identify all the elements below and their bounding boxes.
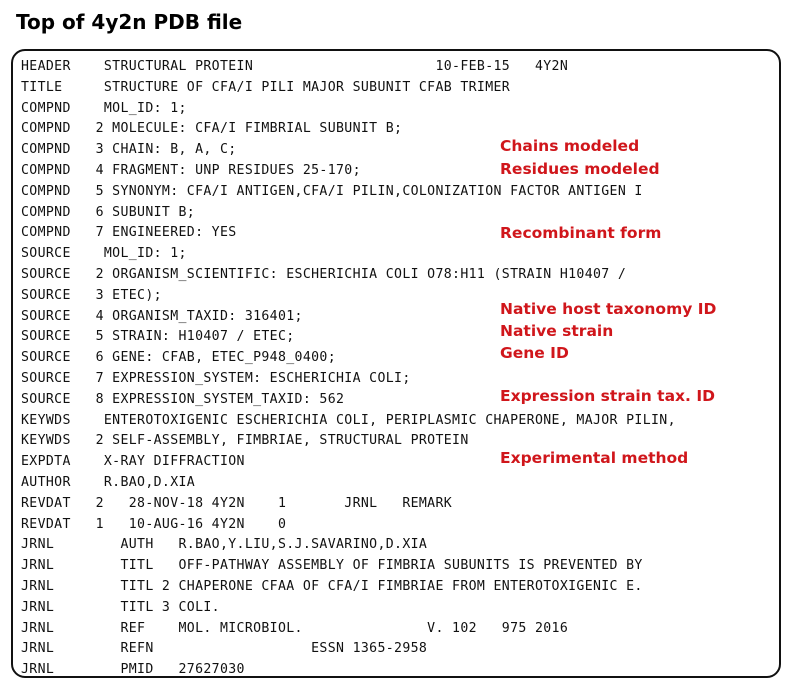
pdb-record-line: COMPND 3 CHAIN: B, A, C; xyxy=(21,142,237,158)
pdb-record-line: JRNL TITL 3 COLI. xyxy=(21,599,220,615)
pdb-record-line: SOURCE MOL_ID: 1; xyxy=(21,246,187,262)
pdb-file-panel xyxy=(11,49,781,678)
annotation-expression-strain-taxid: Expression strain tax. ID xyxy=(500,387,715,405)
pdb-record-line: TITLE STRUCTURE OF CFA/I PILI MAJOR SUBUNIT CFAB TRIMER xyxy=(21,79,511,95)
pdb-record-line: SOURCE 2 ORGANISM_SCIENTIFIC: ESCHERICHIA COLI O78:H11 (STRAIN H10407 / xyxy=(21,266,627,282)
pdb-record-line: COMPND MOL_ID: 1; xyxy=(21,100,187,116)
pdb-record-line: KEYWDS 2 SELF-ASSEMBLY, FIMBRIAE, STRUCTURAL PROTEIN xyxy=(21,433,469,449)
pdb-record-line: JRNL TITL 2 CHAPERONE CFAA OF CFA/I FIMBRIAE FROM ENTEROTOXIGENIC E. xyxy=(21,578,643,594)
pdb-record-line: SOURCE 8 EXPRESSION_SYSTEM_TAXID: 562 xyxy=(21,391,345,407)
pdb-record-line: JRNL AUTH R.BAO,Y.LIU,S.J.SAVARINO,D.XIA xyxy=(21,537,428,553)
pdb-record-line: EXPDTA X-RAY DIFFRACTION xyxy=(21,454,245,470)
annotation-native-host-taxonomy: Native host taxonomy ID xyxy=(500,300,717,318)
annotation-residues-modeled: Residues modeled xyxy=(500,160,660,178)
pdb-record-line: COMPND 4 FRAGMENT: UNP RESIDUES 25-170; xyxy=(21,162,361,178)
pdb-record-line: SOURCE 4 ORGANISM_TAXID: 316401; xyxy=(21,308,303,324)
pdb-record-line: COMPND 2 MOLECULE: CFA/I FIMBRIAL SUBUNIT B; xyxy=(21,121,403,137)
annotation-native-strain: Native strain xyxy=(500,322,614,340)
pdb-record-line: COMPND 6 SUBUNIT B; xyxy=(21,204,196,220)
pdb-record-line: JRNL REF MOL. MICROBIOL. V. 102 975 2016 xyxy=(21,620,569,636)
pdb-record-line: KEYWDS ENTEROTOXIGENIC ESCHERICHIA COLI, PERIPLASMIC CHAPERONE, MAJOR PILIN, xyxy=(21,412,676,428)
page-title: Top of 4y2n PDB file xyxy=(16,10,243,34)
pdb-record-line: HEADER STRUCTURAL PROTEIN 10-FEB-15 4Y2N xyxy=(21,59,569,74)
pdb-record-line: SOURCE 7 EXPRESSION_SYSTEM: ESCHERICHIA COLI; xyxy=(21,370,411,386)
pdb-record-line: SOURCE 6 GENE: CFAB, ETEC_P948_0400; xyxy=(21,350,337,366)
pdb-record-line: AUTHOR R.BAO,D.XIA xyxy=(21,474,196,490)
annotation-recombinant-form: Recombinant form xyxy=(500,224,662,242)
pdb-record-line: JRNL REFN ESSN 1365-2958 xyxy=(21,641,428,657)
pdb-record-line: REVDAT 2 28-NOV-18 4Y2N 1 JRNL REMARK xyxy=(21,495,453,511)
pdb-record-line: SOURCE 3 ETEC); xyxy=(21,287,162,303)
annotation-chains-modeled: Chains modeled xyxy=(500,137,640,155)
pdb-record-line: JRNL PMID 27627030 xyxy=(21,662,245,678)
pdb-record-line: JRNL TITL OFF-PATHWAY ASSEMBLY OF FIMBRIA SUBUNITS IS PREVENTED BY xyxy=(21,558,643,574)
annotation-experimental-method: Experimental method xyxy=(500,449,689,467)
pdb-record-line: COMPND 5 SYNONYM: CFA/I ANTIGEN,CFA/I PILIN,COLONIZATION FACTOR ANTIGEN I xyxy=(21,183,643,199)
pdb-record-line: SOURCE 5 STRAIN: H10407 / ETEC; xyxy=(21,329,295,345)
annotation-gene-id: Gene ID xyxy=(500,344,569,362)
pdb-record-line: COMPND 7 ENGINEERED: YES xyxy=(21,225,237,241)
pdb-record-line: REVDAT 1 10-AUG-16 4Y2N 0 xyxy=(21,516,287,532)
